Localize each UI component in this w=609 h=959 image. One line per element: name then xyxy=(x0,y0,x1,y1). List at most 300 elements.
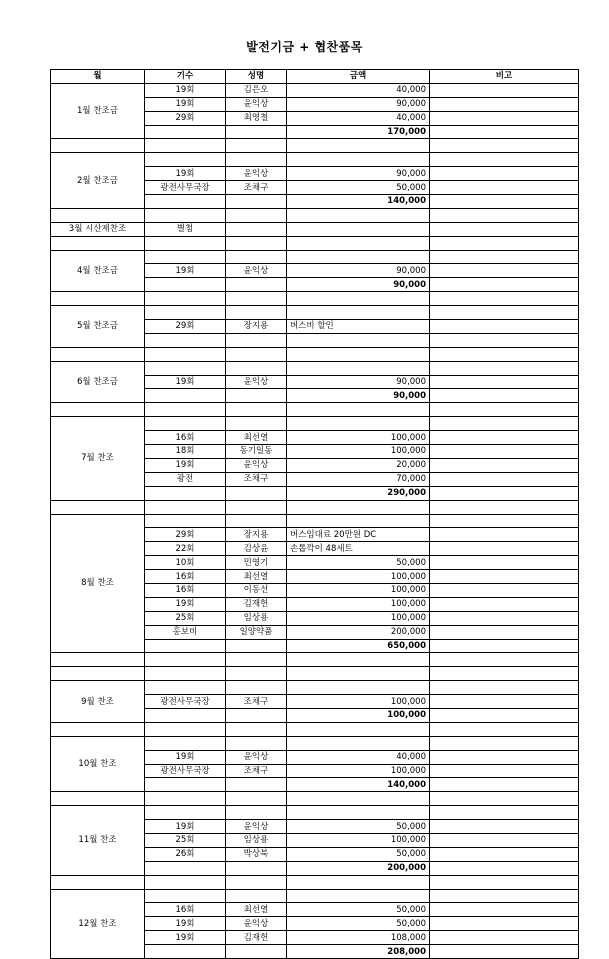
month-label: 7월 찬조 xyxy=(51,417,145,500)
table-cell xyxy=(430,875,579,889)
header-note: 비고 xyxy=(430,70,579,84)
name-cell: 최선열 xyxy=(226,431,287,445)
amount-cell: 100,000 xyxy=(287,570,430,584)
gisu-cell: 16회 xyxy=(145,570,226,584)
gisu-cell: 16회 xyxy=(145,583,226,597)
spacer-row xyxy=(51,347,579,361)
name-cell: 동기일동 xyxy=(226,445,287,459)
table-cell xyxy=(430,945,579,959)
amount-note-cell: 손톱깍이 48세트 xyxy=(287,542,430,556)
gisu-cell: 19회 xyxy=(145,820,226,834)
table-cell xyxy=(430,181,579,195)
amount-cell: 90,000 xyxy=(287,97,430,111)
table-cell xyxy=(430,639,579,653)
table-cell xyxy=(145,681,226,695)
name-cell: 윤익상 xyxy=(226,375,287,389)
table-row xyxy=(51,83,579,97)
table-cell xyxy=(145,306,226,320)
spacer-row xyxy=(51,681,579,695)
spacer-row xyxy=(51,139,579,153)
table-cell xyxy=(430,750,579,764)
table-cell xyxy=(430,681,579,695)
name-cell: 윤익상 xyxy=(226,264,287,278)
name-cell: 임상용 xyxy=(226,833,287,847)
amount-cell: 50,000 xyxy=(287,917,430,931)
table-cell xyxy=(51,792,145,806)
table-cell xyxy=(226,861,287,875)
name-cell: 최선열 xyxy=(226,903,287,917)
table-cell xyxy=(430,597,579,611)
name-cell: 윤익상 xyxy=(226,458,287,472)
table-cell xyxy=(226,722,287,736)
table-cell xyxy=(430,917,579,931)
amount-cell: 100,000 xyxy=(287,764,430,778)
table-cell xyxy=(145,361,226,375)
table-cell xyxy=(226,292,287,306)
table-cell xyxy=(226,361,287,375)
month-label: 6월 찬조금 xyxy=(51,361,145,403)
gisu-cell: 광전사무국장 xyxy=(145,181,226,195)
amount-cell: 20,000 xyxy=(287,458,430,472)
gisu-cell: 29회 xyxy=(145,528,226,542)
month-label: 9월 찬조 xyxy=(51,681,145,723)
table-cell xyxy=(287,333,430,347)
table-cell xyxy=(430,556,579,570)
gisu-cell: 별첨 xyxy=(145,222,226,236)
table-cell xyxy=(287,222,430,236)
table-cell xyxy=(430,278,579,292)
table-cell xyxy=(145,875,226,889)
table-cell xyxy=(226,153,287,167)
table-cell xyxy=(430,139,579,153)
table-cell xyxy=(430,722,579,736)
table-cell xyxy=(226,125,287,139)
spacer-row xyxy=(51,514,579,528)
table-cell xyxy=(51,236,145,250)
table-cell xyxy=(430,847,579,861)
table-cell xyxy=(145,653,226,667)
name-cell: 조채구 xyxy=(226,695,287,709)
table-cell xyxy=(51,653,145,667)
spacer-row xyxy=(51,292,579,306)
table-cell xyxy=(145,250,226,264)
name-cell: 윤익상 xyxy=(226,167,287,181)
table-cell xyxy=(145,792,226,806)
table-cell xyxy=(226,500,287,514)
table-cell xyxy=(226,347,287,361)
amount-cell: 200,000 xyxy=(287,625,430,639)
amount-cell: 100,000 xyxy=(287,431,430,445)
name-cell: 김은오 xyxy=(226,83,287,97)
table-cell xyxy=(226,486,287,500)
table-cell xyxy=(51,139,145,153)
table-cell xyxy=(226,222,287,236)
table-cell xyxy=(430,833,579,847)
table-cell xyxy=(430,792,579,806)
table-cell xyxy=(145,236,226,250)
table-cell xyxy=(226,236,287,250)
gisu-cell: 19회 xyxy=(145,375,226,389)
month-label: 5월 찬조금 xyxy=(51,306,145,348)
table-cell xyxy=(145,722,226,736)
table-cell xyxy=(51,403,145,417)
table-cell xyxy=(226,333,287,347)
name-cell: 최영철 xyxy=(226,111,287,125)
gisu-cell: 29회 xyxy=(145,320,226,334)
name-cell: 이동선 xyxy=(226,583,287,597)
table-cell xyxy=(430,125,579,139)
table-cell xyxy=(226,514,287,528)
table-cell xyxy=(287,653,430,667)
note-cell xyxy=(430,97,579,111)
table-cell xyxy=(287,208,430,222)
amount-cell: 50,000 xyxy=(287,903,430,917)
gisu-cell: 25회 xyxy=(145,611,226,625)
table-cell xyxy=(430,292,579,306)
gisu-cell: 18회 xyxy=(145,445,226,459)
table-cell xyxy=(430,708,579,722)
name-cell: 김재헌 xyxy=(226,931,287,945)
table-cell xyxy=(430,389,579,403)
table-cell xyxy=(226,195,287,209)
table-cell xyxy=(145,278,226,292)
amount-cell: 50,000 xyxy=(287,820,430,834)
name-cell: 윤익상 xyxy=(226,917,287,931)
spacer-row xyxy=(51,417,579,431)
month-label: 11월 찬조 xyxy=(51,806,145,875)
name-cell: 윤익상 xyxy=(226,820,287,834)
table-cell xyxy=(287,139,430,153)
table-cell xyxy=(226,681,287,695)
table-cell xyxy=(430,167,579,181)
table-cell xyxy=(145,667,226,681)
spacer-row xyxy=(51,306,579,320)
table-cell xyxy=(145,889,226,903)
gisu-cell: 19회 xyxy=(145,750,226,764)
table-cell xyxy=(287,722,430,736)
table-cell xyxy=(430,417,579,431)
table-cell xyxy=(287,806,430,820)
table-row xyxy=(51,222,579,236)
amount-cell: 100,000 xyxy=(287,611,430,625)
name-cell: 윤익상 xyxy=(226,750,287,764)
table-cell xyxy=(430,264,579,278)
table-cell xyxy=(287,292,430,306)
table-cell xyxy=(430,778,579,792)
table-cell xyxy=(430,583,579,597)
note-cell xyxy=(430,83,579,97)
spacer-row xyxy=(51,250,579,264)
table-cell xyxy=(430,695,579,709)
gisu-cell: 19회 xyxy=(145,931,226,945)
table-cell xyxy=(430,653,579,667)
table-cell xyxy=(145,861,226,875)
table-cell xyxy=(430,445,579,459)
total-cell: 650,000 xyxy=(287,639,430,653)
table-cell xyxy=(430,361,579,375)
total-cell: 90,000 xyxy=(287,278,430,292)
table-cell xyxy=(226,139,287,153)
total-cell: 100,000 xyxy=(287,708,430,722)
header-name: 성명 xyxy=(226,70,287,84)
table-cell xyxy=(287,736,430,750)
name-cell: 민영기 xyxy=(226,556,287,570)
table-cell xyxy=(287,361,430,375)
table-cell xyxy=(430,222,579,236)
table-cell xyxy=(145,945,226,959)
spacer-row xyxy=(51,792,579,806)
month-label: 3월 시산제찬조 xyxy=(51,222,145,236)
table-cell xyxy=(287,889,430,903)
note-cell xyxy=(430,111,579,125)
table-cell xyxy=(145,417,226,431)
table-cell xyxy=(287,153,430,167)
amount-note-cell: 버스비 할인 xyxy=(287,320,430,334)
name-cell: 윤익상 xyxy=(226,97,287,111)
name-cell: 박상북 xyxy=(226,847,287,861)
table-cell xyxy=(287,347,430,361)
table-cell xyxy=(145,125,226,139)
table-cell xyxy=(430,195,579,209)
name-cell: 임상용 xyxy=(226,611,287,625)
total-cell: 140,000 xyxy=(287,778,430,792)
spacer-row xyxy=(51,736,579,750)
donation-table xyxy=(50,69,579,959)
gisu-cell: 26회 xyxy=(145,847,226,861)
table-cell xyxy=(226,667,287,681)
table-cell xyxy=(145,333,226,347)
table-cell xyxy=(430,236,579,250)
spacer-row xyxy=(51,806,579,820)
table-cell xyxy=(430,458,579,472)
table-cell xyxy=(226,875,287,889)
table-cell xyxy=(430,861,579,875)
table-cell xyxy=(430,736,579,750)
amount-cell: 90,000 xyxy=(287,167,430,181)
table-cell xyxy=(226,208,287,222)
table-cell xyxy=(430,542,579,556)
spacer-row xyxy=(51,500,579,514)
gisu-cell: 광전사무국장 xyxy=(145,695,226,709)
table-cell xyxy=(51,347,145,361)
total-cell: 140,000 xyxy=(287,195,430,209)
gisu-cell: 광전 xyxy=(145,472,226,486)
spacer-row xyxy=(51,722,579,736)
name-cell: 장지용 xyxy=(226,320,287,334)
table-cell xyxy=(226,945,287,959)
amount-cell: 108,000 xyxy=(287,931,430,945)
table-cell xyxy=(226,250,287,264)
amount-cell: 90,000 xyxy=(287,375,430,389)
table-cell xyxy=(430,208,579,222)
total-cell: 170,000 xyxy=(287,125,430,139)
table-cell xyxy=(145,208,226,222)
table-cell xyxy=(430,514,579,528)
name-cell: 최선열 xyxy=(226,570,287,584)
gisu-cell: 19회 xyxy=(145,167,226,181)
table-cell xyxy=(430,931,579,945)
table-cell xyxy=(430,903,579,917)
spacer-row xyxy=(51,667,579,681)
table-cell xyxy=(430,375,579,389)
table-cell xyxy=(430,403,579,417)
table-cell xyxy=(430,570,579,584)
spacer-row xyxy=(51,208,579,222)
amount-cell: 50,000 xyxy=(287,556,430,570)
table-cell xyxy=(145,500,226,514)
table-cell xyxy=(287,417,430,431)
table-cell xyxy=(430,320,579,334)
table-cell xyxy=(145,403,226,417)
table-cell xyxy=(226,403,287,417)
month-label: 8월 찬조 xyxy=(51,514,145,653)
gisu-cell: 19회 xyxy=(145,917,226,931)
table-cell xyxy=(51,208,145,222)
table-cell xyxy=(430,500,579,514)
amount-cell: 50,000 xyxy=(287,847,430,861)
table-cell xyxy=(287,403,430,417)
table-cell xyxy=(51,667,145,681)
table-cell xyxy=(226,889,287,903)
table-cell xyxy=(430,306,579,320)
table-cell xyxy=(145,806,226,820)
table-cell xyxy=(51,875,145,889)
table-cell xyxy=(226,639,287,653)
amount-cell: 100,000 xyxy=(287,833,430,847)
table-cell xyxy=(226,653,287,667)
header-gisu: 기수 xyxy=(145,70,226,84)
gisu-cell: 19회 xyxy=(145,597,226,611)
amount-cell: 100,000 xyxy=(287,445,430,459)
gisu-cell: 16회 xyxy=(145,431,226,445)
gisu-cell: 19회 xyxy=(145,97,226,111)
name-cell: 조채구 xyxy=(226,472,287,486)
month-label: 1월 찬조금 xyxy=(51,83,145,139)
table-cell xyxy=(430,528,579,542)
name-cell: 조채구 xyxy=(226,764,287,778)
table-cell xyxy=(226,389,287,403)
table-cell xyxy=(287,667,430,681)
name-cell: 김재헌 xyxy=(226,597,287,611)
table-cell xyxy=(430,806,579,820)
table-cell xyxy=(145,195,226,209)
spacer-row xyxy=(51,889,579,903)
spacer-row xyxy=(51,361,579,375)
table-cell xyxy=(51,722,145,736)
table-cell xyxy=(430,820,579,834)
amount-cell: 90,000 xyxy=(287,264,430,278)
gisu-cell: 25회 xyxy=(145,833,226,847)
table-cell xyxy=(226,708,287,722)
name-cell: 조채구 xyxy=(226,181,287,195)
table-cell xyxy=(226,417,287,431)
table-cell xyxy=(287,681,430,695)
name-cell: 일양약품 xyxy=(226,625,287,639)
amount-cell: 100,000 xyxy=(287,695,430,709)
month-label: 12월 찬조 xyxy=(51,889,145,958)
table-cell xyxy=(287,500,430,514)
table-cell xyxy=(287,250,430,264)
gisu-cell: 22회 xyxy=(145,542,226,556)
table-cell xyxy=(145,389,226,403)
gisu-cell: 19회 xyxy=(145,83,226,97)
table-cell xyxy=(145,514,226,528)
header-amount: 금액 xyxy=(287,70,430,84)
table-cell xyxy=(226,806,287,820)
table-cell xyxy=(145,736,226,750)
table-cell xyxy=(226,736,287,750)
table-cell xyxy=(145,139,226,153)
table-cell xyxy=(226,778,287,792)
spacer-row xyxy=(51,403,579,417)
amount-note-cell: 버스임대료 20만원 DC xyxy=(287,528,430,542)
table-cell xyxy=(145,639,226,653)
name-cell: 김상윤 xyxy=(226,542,287,556)
table-cell xyxy=(145,778,226,792)
table-cell xyxy=(145,292,226,306)
header-row xyxy=(51,70,579,84)
table-cell xyxy=(287,875,430,889)
table-cell xyxy=(51,500,145,514)
amount-cell: 70,000 xyxy=(287,472,430,486)
header-month: 월 xyxy=(51,70,145,84)
gisu-cell: 광전사무국장 xyxy=(145,764,226,778)
table-cell xyxy=(145,347,226,361)
gisu-cell: 29회 xyxy=(145,111,226,125)
table-cell xyxy=(145,486,226,500)
table-cell xyxy=(430,889,579,903)
amount-cell: 100,000 xyxy=(287,583,430,597)
month-label: 4월 찬조금 xyxy=(51,250,145,292)
total-cell: 200,000 xyxy=(287,861,430,875)
amount-cell: 100,000 xyxy=(287,597,430,611)
gisu-cell: 16회 xyxy=(145,903,226,917)
table-cell xyxy=(145,153,226,167)
spacer-row xyxy=(51,653,579,667)
spacer-row xyxy=(51,875,579,889)
table-cell xyxy=(287,792,430,806)
total-cell: 290,000 xyxy=(287,486,430,500)
table-cell xyxy=(430,153,579,167)
amount-cell: 40,000 xyxy=(287,83,430,97)
page-title: 발전기금 + 협찬품목 xyxy=(246,40,363,54)
amount-cell: 50,000 xyxy=(287,181,430,195)
table-cell xyxy=(287,306,430,320)
spacer-row xyxy=(51,236,579,250)
table-cell xyxy=(287,236,430,250)
total-cell: 208,000 xyxy=(287,945,430,959)
table-cell xyxy=(430,486,579,500)
gisu-cell: 10회 xyxy=(145,556,226,570)
total-cell: 90,000 xyxy=(287,389,430,403)
table-cell xyxy=(51,292,145,306)
table-cell xyxy=(430,347,579,361)
table-cell xyxy=(430,625,579,639)
table-cell xyxy=(287,514,430,528)
table-cell xyxy=(145,708,226,722)
table-cell xyxy=(430,667,579,681)
spacer-row xyxy=(51,153,579,167)
table-cell xyxy=(430,431,579,445)
table-cell xyxy=(430,250,579,264)
name-cell: 장지용 xyxy=(226,528,287,542)
amount-cell: 40,000 xyxy=(287,111,430,125)
amount-cell: 40,000 xyxy=(287,750,430,764)
gisu-cell: 홍보비 xyxy=(145,625,226,639)
table-cell xyxy=(226,278,287,292)
table-cell xyxy=(226,792,287,806)
gisu-cell: 19회 xyxy=(145,458,226,472)
